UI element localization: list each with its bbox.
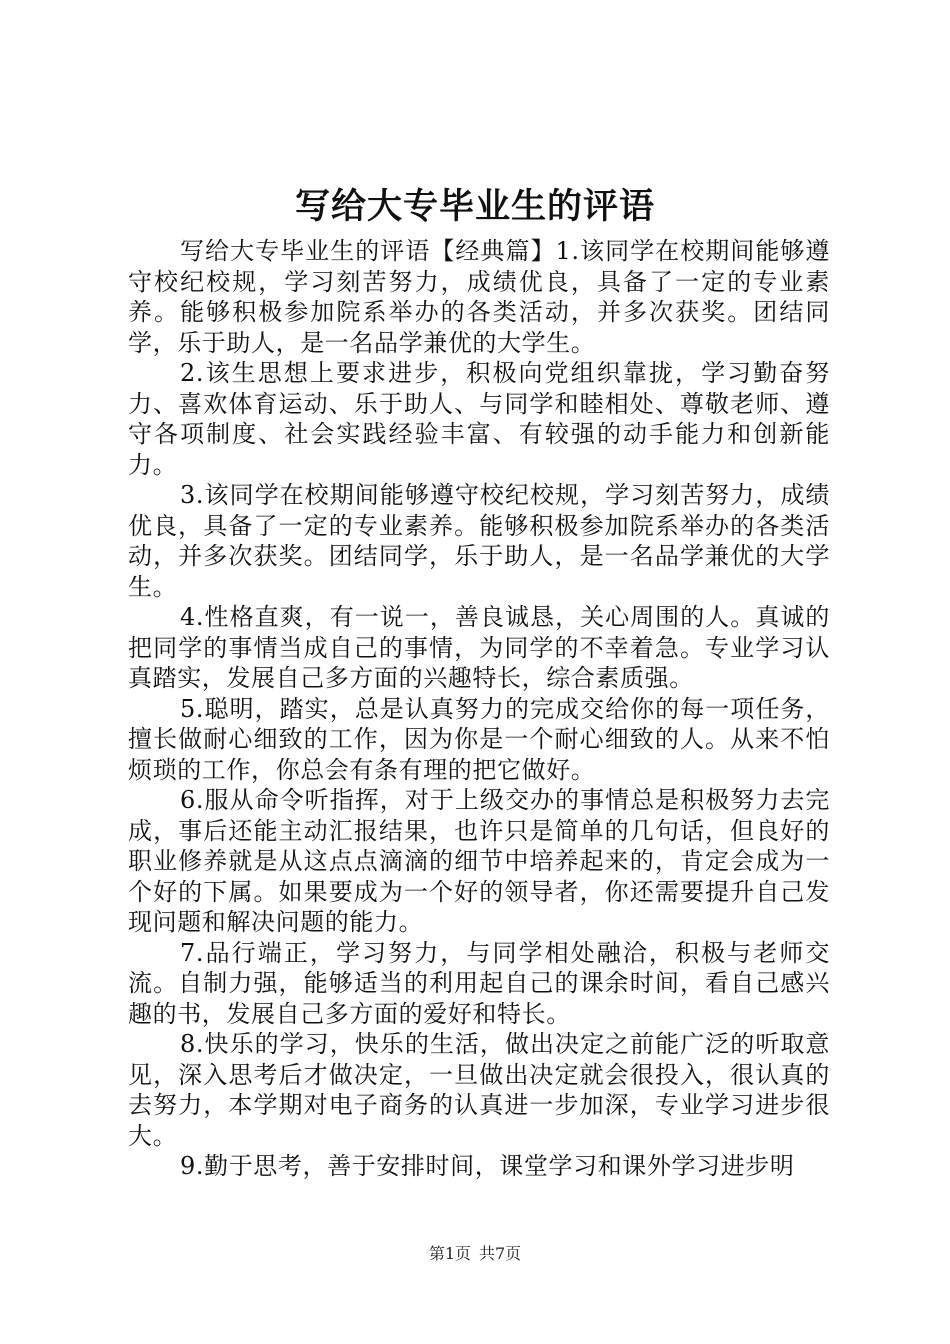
paragraph-5: 5.聪明，踏实，总是认真努力的完成交给你的每一项任务，擅长做耐心细致的工作，因为你是一个耐心细致的人。从来不怕烦琐的工作，你总会有条有理的把它做好。: [128, 694, 830, 784]
paragraph-9: 9.勤于思考，善于安排时间，课堂学习和课外学习进步明: [180, 1152, 795, 1180]
document-title: 写给大专毕业生的评语: [294, 186, 655, 227]
paragraph-3: 3.该同学在校期间能够遵守校纪校规，学习刻苦努力，成绩优良，具备了一定的专业素养。能够积极参加院系举办的各类活动，并多次获奖。团结同学，乐于助人，是一名品学兼优的大学生。: [128, 481, 830, 601]
page-number-total: 共7页: [479, 1244, 522, 1263]
paragraph-6: 6.服从命令听指挥，对于上级交办的事情总是积极努力去完成，事后还能主动汇报结果，也许只是简单的几句话，但良好的职业修养就是从这点点滴滴的细节中培养起来的，肯定会成为一个好的下属。如果要成为一个好的领导者，你还需要提升自己发现问题和解决问题的能力。: [128, 786, 830, 936]
paragraph-7: 7.品行端正，学习努力，与同学相处融洽，积极与老师交流。自制力强，能够适当的利用起自己的课余时间，看自己感兴趣的书，发展自己多方面的爱好和特长。: [128, 938, 830, 1028]
paragraph-intro-1: 写给大专毕业生的评语【经典篇】1.该同学在校期间能够遵守校纪校规，学习刻苦努力，成绩优良，具备了一定的专业素养。能够积极参加院系举办的各类活动，并多次获奖。团结同学，乐于助人，是一名品学兼优的大学生。: [128, 237, 830, 357]
paragraph-4: 4.性格直爽，有一说一，善良诚恳，关心周围的人。真诚的把同学的事情当成自己的事情，为同学的不幸着急。专业学习认真踏实，发展自己多方面的兴趣特长，综合素质强。: [128, 603, 830, 692]
page-footer: [0, 1244, 950, 1264]
paragraph-2: 2.该生思想上要求进步，积极向党组织靠拢，学习勤奋努力、喜欢体育运动、乐于助人、与同学和睦相处、尊敬老师、遵守各项制度、社会实践经验丰富、有较强的动手能力和创新能力。: [128, 359, 830, 479]
document-body: [128, 236, 830, 1182]
paragraph-8: 8.快乐的学习，快乐的生活，做出决定之前能广泛的听取意见，深入思考后才做决定，一旦做出决定就会很投入，很认真的去努力，本学期对电子商务的认真进一步加深，专业学习进步很大。: [128, 1030, 830, 1150]
page-number-current: 第1页: [428, 1244, 471, 1263]
